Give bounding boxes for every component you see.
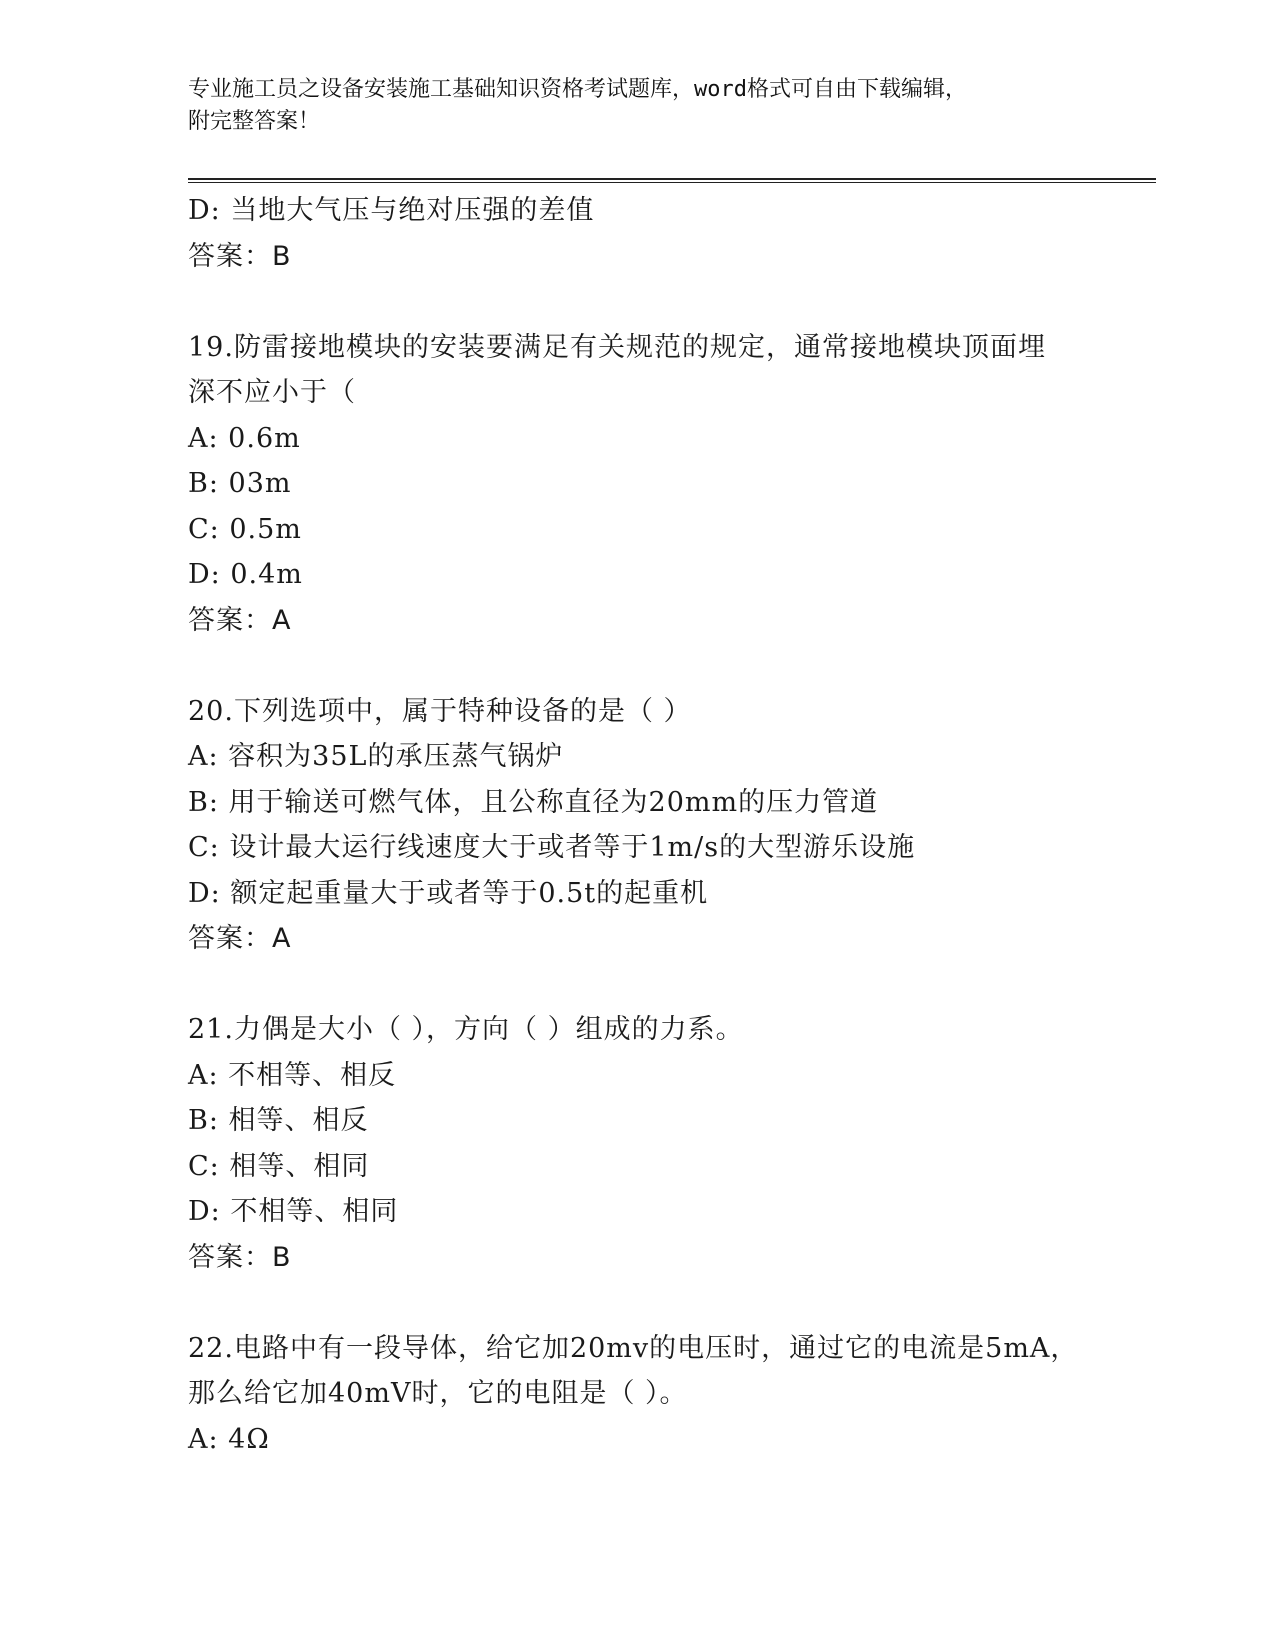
question-19-stem-line-1: 19.防雷接地模块的安装要满足有关规范的规定，通常接地模块顶面埋 (188, 331, 1046, 363)
question-21-option-c: C: 相等、相同 (188, 1150, 370, 1182)
question-21-option-b: B: 相等、相反 (188, 1105, 369, 1136)
question-19-stem-line-2: 深不应小于（ (188, 377, 356, 408)
question-19-answer: 答案：A (188, 604, 292, 636)
question-list (188, 188, 1148, 1462)
question-20-option-d: D: 额定起重量大于或者等于0.5t的起重机 (188, 877, 709, 909)
question-20-answer: 答案：A (188, 923, 292, 954)
question-20-stem: 20.下列选项中，属于特种设备的是（ ） (188, 695, 692, 727)
question-22-stem-line-1: 22.电路中有一段导体，给它加20mv的电压时，通过它的电流是5mA， (188, 1332, 1079, 1364)
spacer (188, 962, 1148, 1008)
question-21-option-a: A: 不相等、相反 (188, 1059, 397, 1091)
question-22-option-a: A: 4Ω (188, 1423, 270, 1455)
question-19 (188, 325, 1148, 644)
prev-answer: 答案：B (188, 240, 292, 272)
question-19-option-b: B: 03m (188, 468, 292, 499)
prev-option-d: D: 当地大气压与绝对压强的差值 (188, 195, 595, 226)
question-21-stem: 21.力偶是大小（ ），方向（ ）组成的力系。 (188, 1014, 744, 1045)
question-20-option-a: A: 容积为35L的承压蒸气锅炉 (188, 741, 564, 772)
question-19-option-d: D: 0.4m (188, 559, 303, 590)
question-19-option-a: A: 0.6m (188, 422, 301, 454)
spacer (188, 643, 1148, 689)
header-divider (188, 178, 1156, 183)
question-22-stem-line-2: 那么给它加40mV时，它的电阻是（ ）。 (188, 1378, 688, 1409)
question-21-answer: 答案：B (188, 1241, 292, 1273)
spacer (188, 1280, 1148, 1326)
question-20 (188, 689, 1148, 962)
header-line-2: 附完整答案！ (188, 109, 321, 134)
question-22 (188, 1326, 1148, 1463)
document-header (188, 74, 1088, 138)
spacer (188, 279, 1148, 325)
question-21 (188, 1007, 1148, 1280)
question-21-option-d: D: 不相等、相同 (188, 1196, 399, 1227)
header-line-1: 专业施工员之设备安装施工基础知识资格考试题库，word格式可自由下载编辑， (188, 77, 967, 102)
question-19-option-c: C: 0.5m (188, 513, 302, 545)
question-20-option-b: B: 用于输送可燃气体，且公称直径为20mm的压力管道 (188, 786, 879, 818)
question-20-option-c: C: 设计最大运行线速度大于或者等于1m/s的大型游乐设施 (188, 832, 916, 863)
